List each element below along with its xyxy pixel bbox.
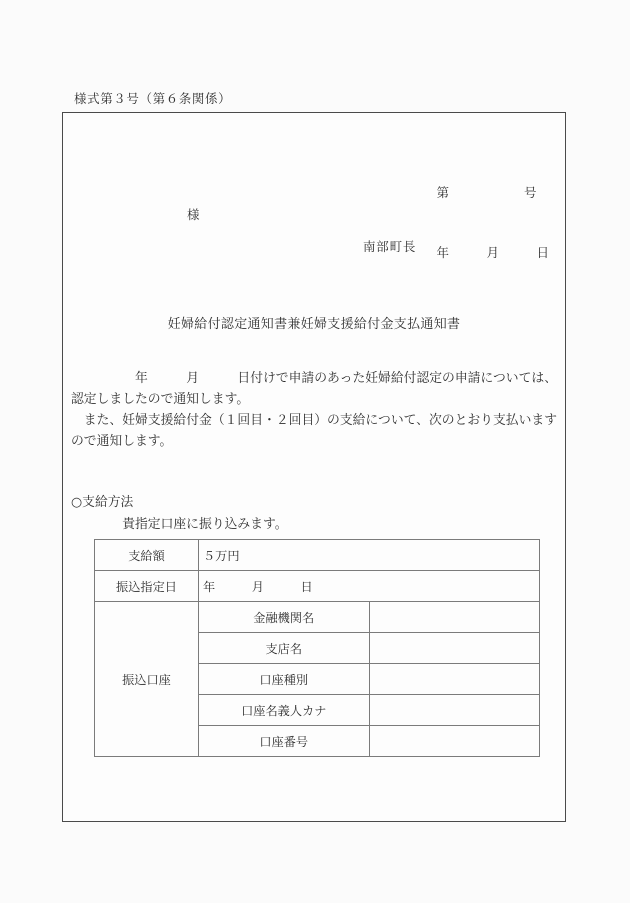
- document-title: 妊婦給付認定通知書兼妊婦支援給付金支払通知書: [167, 317, 461, 332]
- row-label-account-type: 口座種別: [199, 664, 370, 695]
- row-value-financial-institution[interactable]: [369, 602, 540, 633]
- issuer-name: 南部町長: [363, 239, 417, 254]
- row-value-branch-name[interactable]: [369, 633, 540, 664]
- body-paragraph-2: また、妊婦支援給付金（１回目・２回目）の支給について、次のとおり支払いますので通知します。: [71, 413, 557, 449]
- addressee-honorific: 様: [187, 207, 200, 222]
- row-value-account-holder-kana[interactable]: [369, 695, 540, 726]
- form-number-label: 様式第３号（第６条関係）: [74, 91, 232, 106]
- document-frame-inner: [63, 113, 565, 821]
- document-body: [71, 368, 557, 452]
- row-label-financial-institution: 金融機関名: [199, 602, 370, 633]
- row-label-transfer-account: 振込口座: [95, 602, 199, 757]
- row-value-transfer-date: 年 月 日: [199, 571, 540, 602]
- document-date: 年 月 日: [436, 245, 549, 260]
- payment-info-table: [94, 539, 540, 757]
- row-label-transfer-date: 振込指定日: [95, 571, 199, 602]
- payment-method-note: 貴指定口座に振り込みます。: [71, 517, 288, 532]
- row-label-account-number: 口座番号: [199, 726, 370, 757]
- row-value-account-number[interactable]: [369, 726, 540, 757]
- row-value-payment-amount: ５万円: [199, 540, 540, 571]
- table-row: [95, 602, 540, 633]
- document-frame: [62, 112, 566, 822]
- document-meta-block: [436, 143, 549, 303]
- payment-table-wrapper: [94, 539, 540, 757]
- row-label-account-holder-kana: 口座名義人カナ: [199, 695, 370, 726]
- row-label-payment-amount: 支給額: [95, 540, 199, 571]
- body-paragraph-1: 年 月 日付けで申請のあった妊婦給付認定の申請については、認定しましたので通知します。: [71, 371, 557, 407]
- table-row: [95, 540, 540, 571]
- payment-info-table-body: [95, 540, 540, 757]
- table-row: [95, 571, 540, 602]
- payment-method-heading: ○支給方法: [71, 495, 134, 510]
- row-label-branch-name: 支店名: [199, 633, 370, 664]
- row-value-account-type[interactable]: [369, 664, 540, 695]
- document-number: 第 号: [436, 185, 537, 200]
